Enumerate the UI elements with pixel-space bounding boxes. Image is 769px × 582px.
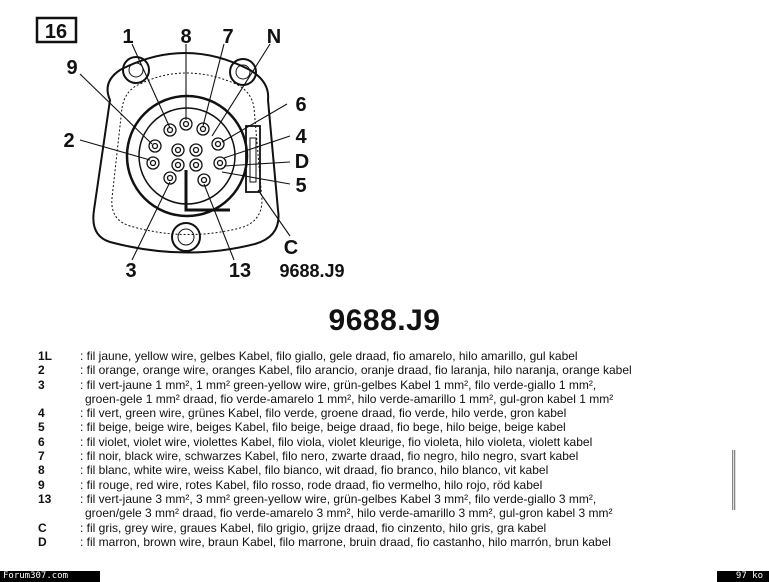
figure-number-box	[37, 18, 76, 43]
legend-code: 1L	[38, 349, 53, 363]
legend-code: D	[38, 534, 47, 549]
pin-label-7: 7	[222, 26, 234, 48]
legend-code: C	[38, 520, 47, 535]
legend-description: : fil noir, black wire, schwarzes Kabel, filo nero, zwarte draad, fio negro, hilo negro, svart kabel	[80, 449, 579, 464]
footer-site-label: Forum307.com	[0, 571, 100, 582]
figure-number: 16	[44, 21, 68, 43]
legend-row	[38, 349, 738, 363]
legend-row	[38, 521, 738, 535]
legend-description-continued: groen/gele 3 mm² draad, fio verde-amarelo 3 mm², hilo verde-amarillo 3 mm², gul-gron kabel 3 mm²	[85, 506, 613, 521]
pin-label-8: 8	[180, 26, 192, 48]
diagram-reference: 9688.J9	[279, 261, 345, 281]
legend-code: 3	[38, 377, 45, 392]
pin-label-c: C	[283, 237, 299, 259]
document-title: 9688.J9	[328, 304, 441, 337]
pin-labels	[63, 26, 344, 282]
footer-file-size: 97 ko	[717, 571, 769, 582]
legend-row-continuation	[38, 506, 738, 520]
legend-code: 4	[38, 406, 45, 421]
pin-label-13: 13	[228, 260, 252, 282]
legend-description: : fil vert-jaune 3 mm², 3 mm² green-yellow wire, grün-gelbes Kabel 3 mm², filo verde-giallo 3 mm²,	[80, 491, 597, 506]
legend-code: 8	[38, 463, 45, 478]
pin-label-d: D	[294, 151, 310, 173]
pin-label-5: 5	[295, 175, 307, 197]
legend-row	[38, 363, 738, 377]
pin-label-3: 3	[125, 260, 137, 282]
pin-label-6: 6	[295, 94, 307, 116]
legend-code: 7	[38, 449, 45, 464]
legend-row	[38, 435, 738, 449]
legend-row	[38, 478, 738, 492]
legend-description: : fil vert, green wire, grünes Kabel, filo verde, groene draad, fio verde, hilo verde, gron kabel	[80, 406, 567, 421]
legend-description: : fil gris, grey wire, graues Kabel, filo grigio, grijze draad, fio cinzento, hilo gris, gra kabel	[80, 520, 547, 535]
wire-color-legend	[38, 349, 738, 549]
pin-label-n: N	[266, 26, 282, 48]
legend-description: : fil rouge, red wire, rotes Kabel, filo rosso, rode draad, fio vermelho, hilo rojo, röd kabel	[80, 477, 543, 492]
legend-code: 6	[38, 434, 45, 449]
pin-label-2: 2	[63, 130, 75, 152]
legend-description: : fil orange, orange wire, oranges Kabel, filo arancio, oranje draad, fio laranja, hilo naranja, orange kabel	[80, 363, 632, 378]
legend-description: : fil marron, brown wire, braun Kabel, filo marrone, bruin draad, fio castanho, hilo marrón, brun kabel	[80, 534, 611, 549]
legend-row	[38, 378, 738, 392]
legend-row	[38, 449, 738, 463]
pin-label-9: 9	[66, 57, 78, 79]
legend-row	[38, 535, 738, 549]
legend-description: : fil beige, beige wire, beiges Kabel, filo beige, beige draad, fio bege, hilo beige, beige kabel	[80, 420, 566, 435]
legend-description: : fil blanc, white wire, weiss Kabel, filo bianco, wit draad, fio branco, hilo blanco, vit kabel	[80, 463, 549, 478]
legend-description: : fil jaune, yellow wire, gelbes Kabel, filo giallo, gele draad, fio amarelo, hilo amarillo, gul kabel	[80, 349, 578, 363]
pin-label-1: 1	[122, 26, 134, 48]
legend-code: 9	[38, 477, 45, 492]
pin-label-4: 4	[295, 126, 307, 148]
legend-code: 2	[38, 363, 45, 378]
legend-row	[38, 406, 738, 420]
legend-description-continued: groen-gele 1 mm² draad, fio verde-amarelo 1 mm², hilo verde-amarillo 1 mm², gul-gron kabel 1 mm²	[85, 391, 614, 406]
legend-row	[38, 492, 738, 506]
legend-code: 13	[38, 491, 52, 506]
legend-code: 5	[38, 420, 45, 435]
scan-artifact	[732, 450, 736, 510]
legend-row-continuation	[38, 392, 738, 406]
legend-row	[38, 420, 738, 434]
legend-description: : fil vert-jaune 1 mm², 1 mm² green-yellow wire, grün-gelbes Kabel 1 mm², filo verde-giallo 1 mm²,	[80, 377, 597, 392]
legend-row	[38, 463, 738, 477]
legend-description: : fil violet, violet wire, violettes Kabel, filo viola, violet kleurige, fio violeta, hilo violeta, violett kabel	[80, 434, 593, 449]
